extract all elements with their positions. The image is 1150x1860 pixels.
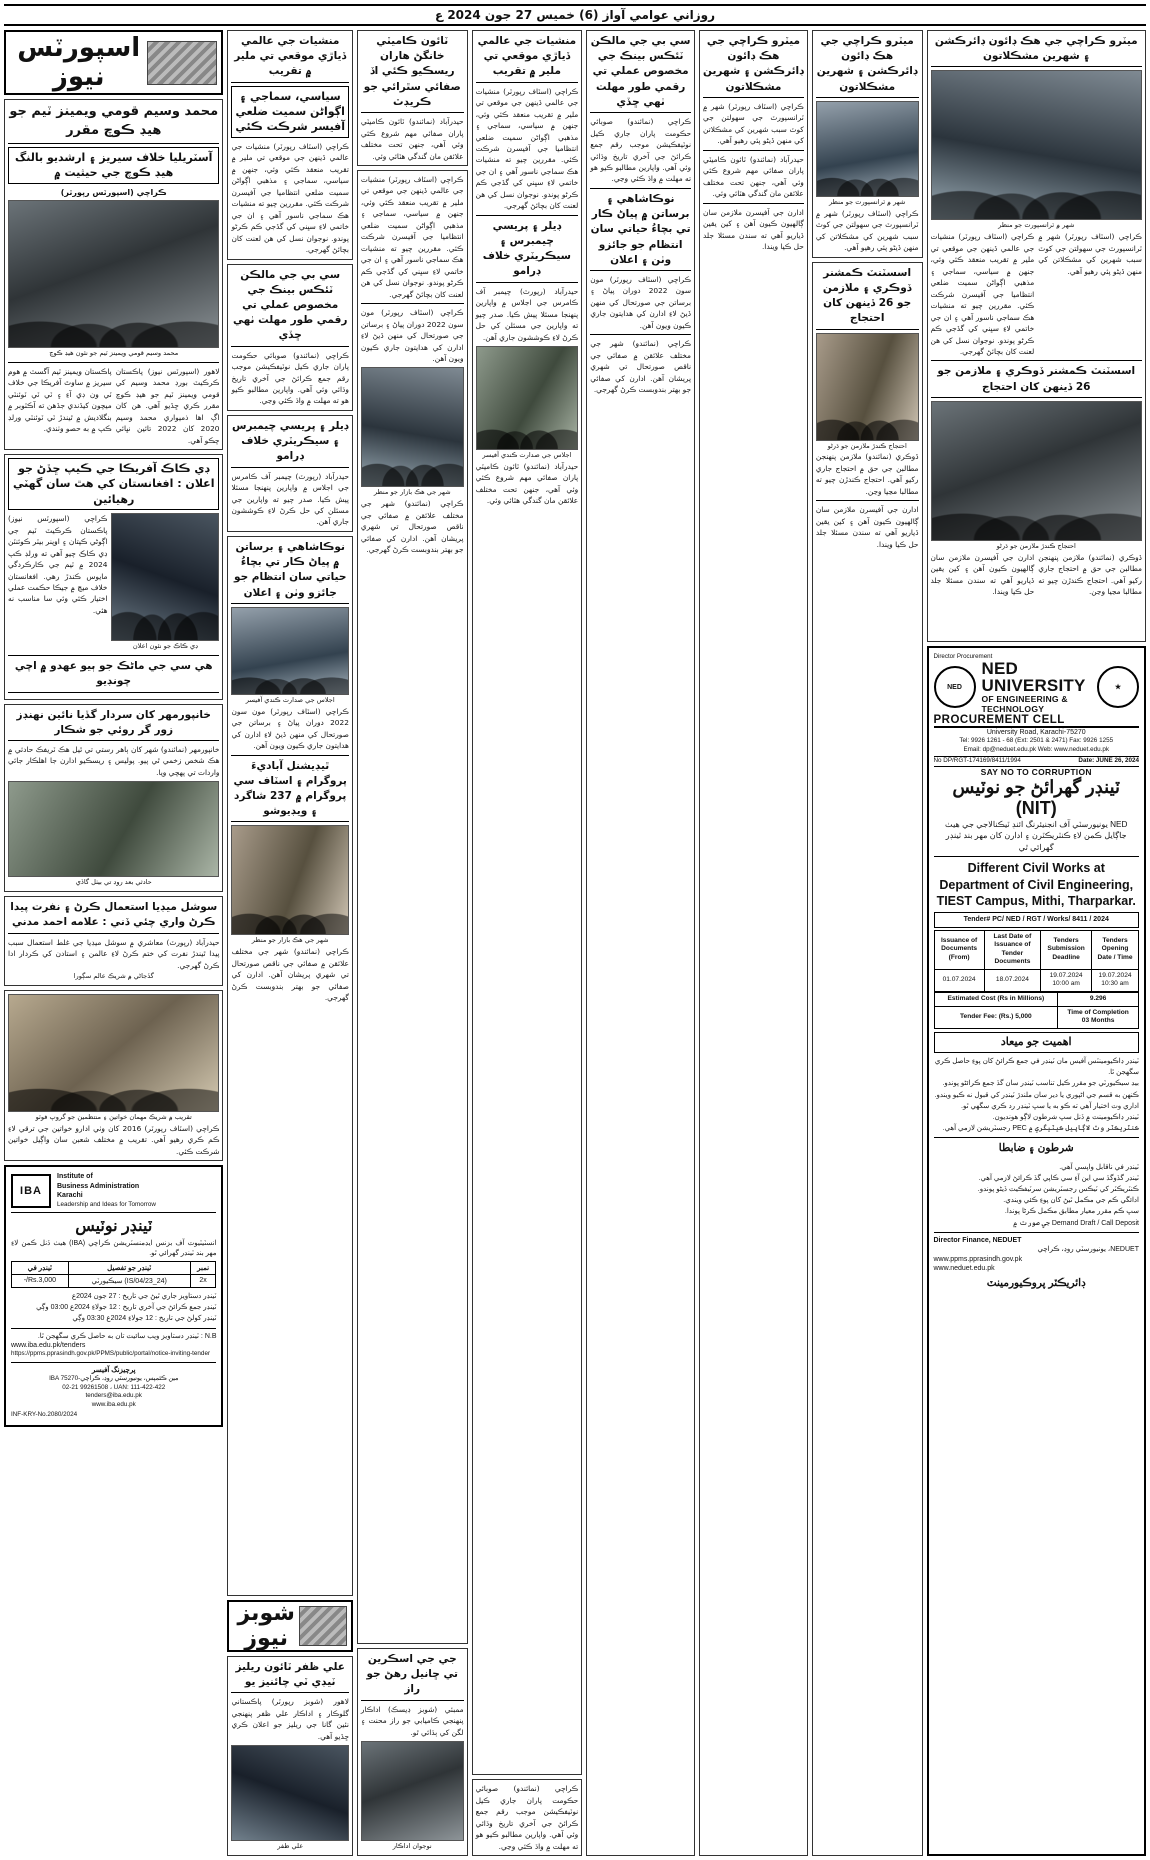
column-f-text-1: ڪراچي (اسٽاف رپورٽر) شهر ۾ ٽرانسپورٽ جي سهولتن جي کوٽ سبب شهرين کي مشڪلاتن کي منهن ڏيڻو پئي رهيو آهي. (703, 101, 804, 146)
shobz-story-2 (357, 1648, 468, 1856)
ned-condition-2: ڪنهن به قسم جي اڻپوري يا دير سان ملندڙ ٽينڊر کي قبول نه ڪيو ويندو. (934, 1091, 1139, 1099)
iba-date-2: ٽينڊر کولڻ جي تاريخ : 12 جولاءِ 2024ع 03:30 وڳي (72, 1315, 217, 1323)
ned-advert (927, 646, 1146, 1856)
ned-tel: Tel: 9926 1261 - 68 (Ext: 2501 & 2471) Fax: 9926 1255 (959, 737, 1114, 745)
column-g (812, 30, 923, 1856)
ned-term-0: ٽينڊر في ناقابل واپسي آهي. (1059, 1163, 1139, 1171)
column-e-body (586, 30, 695, 1856)
iba-intro: انسٽيٽيوٽ آف بزنس ايڊمنسٽريشن ڪراچي (IBA) هيٺ ڏنل ڪمن لاءِ مهر بند ٽينڊر گهرائي ٿو. (11, 1240, 217, 1257)
ned-td-2: 19.07.2024 10:00 am (1041, 969, 1092, 991)
sports-story-5-text: ڪراچي (اسٽاف رپورٽر) 2016 کان وٺي ادارو خواتين جي ترقي لاءِ ڪم ڪري رهيو آهي. تقريب ۾ مختلف شعبن سان واڳيل خواتين شرڪت ڪئي. (8, 1123, 220, 1156)
ned-table-row (934, 969, 1138, 991)
center-story-5-text: ڪراچي (نمائندو) شهر جي مختلف علائقن ۾ صفائي جي ناقص صورتحال تي شهري پريشان آهن. ادارن کي صفائي جو بهتر بندوبست ڪرڻ گهرجي. (231, 947, 349, 1003)
column-c-text-2: ڪراچي (اسٽاف رپورٽر) مون سون 2022 دوران پياڻ ۽ برساتن جي صورتحال کي منهن ڏيڻ لاءِ ادارن کي هدايتون جاري ڪيون ويون آهن. (360, 308, 464, 363)
sports-photo-5 (8, 994, 219, 1112)
iba-note: N.B : ٽينڊر دستاويز ويب سائيٽ تان به حاصل ڪري سگهجن ٿا. (37, 1332, 217, 1340)
ned-email[interactable]: Email: dp@neduet.edu.pk Web: www.neduet.edu.pk (963, 745, 1110, 753)
sports-story-4-text: حيدرآباد (رپورٽ) معاشري ۾ سوشل ميڊيا جي غلط استعمال سبب پيدا ٿيندڙ نفرت کي ختم ڪرڻ لاءِ عالمن ۽ استادن کي ڪردار ادا ڪرڻ گهرجي. (8, 937, 220, 970)
shobz-story-1-text: لاهور (شوبز رپورٽر) پاڪستاني گلوڪار ۽ اداڪار علي ظفر پنهنجي نئين گانا جي ريليز جو اعلان ڪري ڇڏيو آهي. (231, 1697, 349, 1741)
column-c (357, 30, 468, 1856)
center-story-3-text: حيدرآباد (رپورٽ) چيمبر آف ڪامرس جي اجلاس ۾ واپارين پنهنجا مسئلا پيش ڪيا. صدر چيو ته واپارين جي مسئلن کي حل ڪرڻ لاءِ ڪوششون جاري آهن. (231, 471, 349, 527)
ned-web-1[interactable]: www.ppms.pprasindh.gov.pk (933, 1255, 1023, 1263)
ned-th-3: Tenders Opening Date / Time (1092, 930, 1139, 969)
center-story-2-text: ڪراچي (نمائندو) صوبائي حڪومت پاران جاري ڪيل نوٽيفڪيشن موجب رقم جمع ڪرائڻ جي آخري تاريخ وڌائي وئي آهي. واپارين مطالبو ڪيو هو ته مهلت ۾ واڌ ڪئي وڃي. (231, 350, 349, 406)
shobz-story-1-headline: علي ظفر ٽائون ريليز ٽيڊي ٽي چائنيز يو (231, 1660, 348, 1693)
column-f-body (699, 30, 808, 1856)
ned-signature-note: NEDUET، يونيورسٽي روڊ، ڪراچي (1037, 1246, 1139, 1254)
right-story-2-text: ڏوڪري (نمائندو) ملازمن پنهنجن مطالبن جي حق ۾ احتجاج جاري رکيو آهي. احتجاج ڪندڙن چيو ته مطالبا مڃيا وڃن. (815, 452, 919, 496)
column-e (586, 30, 695, 1856)
right-story-1-headline: ميٽرو ڪراچي جي هڪ ڊائون ڊائرڪشن ۽ شهرين مشڪلاتون (816, 34, 919, 98)
masthead-title: روزاني عوامي آواز (6) خميس 27 جون 2024 ع (434, 8, 716, 22)
shobz-story-1 (227, 1656, 352, 1856)
iba-address-title: پرچيزنگ آفيسر (91, 1366, 136, 1374)
column-c-photo-caption: شهر جي هڪ بازار جو منظر (373, 488, 451, 497)
right-photo-1-caption: شهر ۾ ٽرانسپورٽ جو منظر (829, 197, 906, 206)
sports-story-5 (4, 990, 223, 1161)
ned-cell-label: PROCUREMENT CELL (934, 714, 1139, 728)
sports-story-3-text: خانپورمهر (نمائندو) شهر کان ٻاهر رستي تي ٿيل هڪ ٽريفڪ حادثي ۾ هڪ شخص زخمي ٿي پيو. پوليس ۽ ريسڪيو ادارن جا اهلڪار جائي واردات تي پهچي ويا. (8, 744, 220, 777)
right-story-2 (812, 262, 923, 1856)
left-headline-1: ميٽرو ڪراچي جي هڪ ڊائون ڊائرڪشن ۽ شهرين مشڪلاتون (931, 34, 1142, 67)
iba-ref: INF-KRY-No.2080/2024 (11, 1411, 78, 1419)
ned-th-1: Last Date of Issuance of Tender Documents (984, 930, 1040, 969)
left-photo-1-caption: شهر ۾ ٽرانسپورٽ جو منظر (998, 221, 1075, 230)
column-e-text-2: ڪراچي (اسٽاف رپورٽر) مون سون 2022 دوران پياڻ ۽ برساتن جي صورتحال کي منهن ڏيڻ لاءِ ادارن کي هدايتون جاري ڪيون ويون آهن. (590, 275, 692, 330)
iba-institute-tag: Leadership and Ideas for Tomorrow (57, 1200, 156, 1208)
right-story-1 (812, 30, 923, 258)
ned-seal-icon: ★ (1097, 666, 1139, 708)
sports-story-2-subhead: هي سي جي ماڻڪ جو ٻيو عهدو ۾ اچي چونڊيو (8, 659, 219, 692)
column-d-text-1: ڪراچي (اسٽاف رپورٽر) منشيات جي عالمي ڏينهن جي موقعي تي ملير ۾ تقريب منعقد ڪئي وئي، جنهن ۾ سياسي، سماجي ۽ مذهبي اڳواڻن سميت ضلعي انتظاميا جي آفيسرن شرڪت ڪئي. مقررين چيو ته منشيات هڪ سماجي ناسور آهي ۽ ان جي خاتمي لاءِ سڀني کي گڏجي ڪم ڪرڻو پوندو. نوجوان نسل کي هن لعنت کان بچائڻ گهرجي. (475, 86, 579, 211)
ned-condition-3: اداري وٽ اختيار آهي ته ڪو به يا سڀ ٽينڊر رد ڪري سگهي ٿو. (961, 1102, 1139, 1110)
ned-cost-label: Estimated Cost (Rs in Millions) (934, 992, 1058, 1006)
iba-title: ٽينڊر نوٽيس (75, 1218, 153, 1236)
column-e-headline-2: نوڪاشاهي ۽ برساتن ۾ پياڻ ڪار تي بچاءُ حياتي سان انتظام جو جائزو وٺن ۽ اعلان (590, 192, 691, 271)
center-story-2-headline: سي بي جي مالڪن ٽئڪس بينڪ جي مخصوص عملي تي رقمي طور مهلت ٺهي ڇڏي (231, 268, 348, 347)
column-f-headline-1: ميٽرو ڪراچي جي هڪ ڊائون ڊائرڪشن ۽ شهرين مشڪلاتون (703, 34, 804, 98)
ned-address: University Road, Karachi-75270 (986, 729, 1086, 736)
column-ned-advert (927, 30, 1146, 1856)
page-grid (4, 30, 1146, 1856)
ned-conditions-title: اهميت جو ميعاد (934, 1032, 1139, 1053)
ned-th-2: Tenders Submission Deadline (1041, 930, 1092, 969)
column-f-text-3: ادارن جي آفيسرن ملازمن سان ڳالهيون ڪيون آهن ۽ کين يقين ڏياريو آهي ته سندن مسئلا جلد حل ڪيا ويندا. (703, 207, 804, 252)
right-photo-2 (816, 333, 919, 441)
sports-lead-sub: آسٽريليا خلاف سيريز ۽ ارشديو بالنگ هيڊ ڪوچ جي حيثيت ۾ (8, 147, 219, 184)
ned-works-title: Different Civil Works at Department of Civil Engineering, TIEST Campus, Mithi, Tharparkar. (936, 861, 1136, 908)
ned-tender-table (934, 930, 1139, 992)
sports-banner-title: اسپورٽس نيوز (17, 33, 141, 92)
column-d-photo-caption: اجلاس جي صدارت ڪندي آفيسر (482, 451, 572, 460)
center-photo-2-caption: شهر جي هڪ بازار جو منظر (251, 936, 329, 945)
shobz-story-2-text: ممبئي (شوبز ڊيسڪ) اداڪار پنهنجي ڪاميابي جو راز محنت ۽ لگن کي ٻڌائي ٿو. (360, 1704, 464, 1737)
iba-th-1: ٽينڊر جو تفصيل (68, 1261, 190, 1274)
iba-date-1: ٽينڊر جمع ڪرائڻ جي آخري تاريخ : 12 جولاءِ 2024ع 03:00 وڳي (36, 1304, 217, 1312)
iba-th-2: ٽينڊر في (12, 1261, 69, 1274)
center-story-4 (227, 536, 352, 1596)
left-headline-2: اسسٽنٽ ڪمشنر ڏوڪري ۽ ملازمن جو 26 ڏينهن کان احتجاج (931, 364, 1142, 397)
sports-photo-5-caption: تقريب ۾ شريڪ مهمان خواتين ۽ منتظمين جو گروپ فوٽو (35, 1112, 192, 1121)
right-photo-1 (816, 101, 919, 197)
column-c-text-3: ڪراچي (نمائندو) شهر جي مختلف علائقن ۾ صفائي جي ناقص صورتحال تي شهري پريشان آهن. ادارن کي صفائي جو بهتر بندوبست ڪرڻ گهرجي. (360, 499, 464, 555)
ned-terms-title: شرطون ۽ ضابطا (998, 1142, 1074, 1155)
ned-nit-title: ٽينڊر گهرائڻ جو نوٽيس (NIT) (952, 776, 1121, 818)
sports-photo-2-caption: ڊي ڪاڪ جو نئون اعلان (132, 642, 199, 651)
iba-advert (4, 1165, 223, 1427)
sports-story-2-text: ڪراچي (اسپورٽس نيوز) پاڪستان ڪرڪيٽ ٽيم جي اڳوڻي ڪپتان ۽ اوپنر بيٽر ڪوئنٽن ڊي ڪاڪ چيو آهي ته ورلڊ ڪپ 2024 ۾ ٽيم جي ڪارڪردگي مايوس ڪندڙ رهي. افغانستان خلاف ميچ ۾ جيڪا حڪمت عملي اختيار ڪئي وئي سا مناسب نه هئي. (8, 514, 108, 615)
ned-term-4: سڀ ڪم مقرر معيار مطابق مڪمل ڪرڻا پوندا. (1004, 1208, 1139, 1216)
column-e-headline-1: سي بي جي مالڪن ٽئڪس بينڪ جي مخصوص عملي تي رقمي طور مهلت ٺهي ڇڏي (590, 34, 691, 113)
ned-term-3: ادائگي ڪم جي مڪمل ٿيڻ کان پوءِ ڪئي ويندي. (1003, 1197, 1139, 1205)
ned-condition-4: ٽينڊر ڊاڪيومينٽ ۾ ڏنل سڀ شرطون لاڳو هونديون. (992, 1113, 1139, 1121)
ned-td-1: 18.07.2024 (984, 969, 1040, 991)
ned-condition-5: ڪنٽريڪٽر وٽ لاڳاپيل ڪيٽيگري ۾ PEC رجسٽريشن لازمي آهي. (942, 1125, 1139, 1133)
shobz-photo-1 (231, 1745, 348, 1841)
center-story-4-text: ڪراچي (اسٽاف رپورٽر) مون سون 2022 دوران پياڻ ۽ برساتن جي صورتحال کي منهن ڏيڻ لاءِ ادارن کي هدايتون جاري ڪيون ويون آهن. (231, 706, 349, 751)
ned-fee-label: Tender Fee: (Rs.) 5,000 (934, 1006, 1058, 1028)
ned-condition-0: ٽينڊر ڊاڪيومينٽس آفيس مان ٽينڊر في جمع ڪرائڻ کان پوءِ حاصل ڪري سگهجن ٿا. (934, 1058, 1139, 1077)
center-photo-2 (231, 825, 348, 935)
iba-web-2[interactable]: https://ppms.pprasindh.gov.pk/PPMS/public/portal/notice-inviting-tender (11, 1350, 211, 1358)
masthead-strip (4, 4, 1146, 26)
column-c-photo (361, 367, 464, 487)
ned-cost-value: 9.296 (1058, 992, 1139, 1006)
sports-story-2-headline: ڊي ڪاڪ آفريڪا جي ڪيپ ڇڏڻ جو اعلان : افغانستان کي هٿ سان گهٽي رهيائين (8, 458, 219, 510)
right-photo-2-caption: احتجاج ڪندڙ ملازمن جو ڌرڻو (827, 441, 907, 450)
iba-email[interactable]: tenders@iba.edu.pk (85, 1392, 142, 1400)
sports-lead-story (4, 99, 223, 450)
ned-ref: No DP/RGT-174169/8411/1994 (933, 757, 1021, 765)
ned-footer: ڊائريڪٽر پروڪيورمينٽ (986, 1277, 1086, 1290)
shobz-photo-2-caption: نوجوان اداڪار (392, 1842, 432, 1851)
iba-institute-line1: Institute of (57, 1173, 93, 1181)
shobz-photo-1-caption: علي ظفر (277, 1842, 304, 1851)
ned-th-0: Issuance of Documents (From) (934, 930, 984, 969)
left-photo-1 (931, 70, 1142, 220)
ned-nit-en: NED يونيورسٽي آف انجنيئرنگ ائنڊ ٽيڪنالاجي جي هيٺ جاڳايل ڪمن لاءِ ڪنٽريڪٽرن ۽ ادارن کان مهر بند ٽينڊر گهرائي ٿي (945, 819, 1128, 852)
iba-td-0: 2x (190, 1274, 216, 1287)
center-story-2 (227, 264, 352, 411)
column-f-text-2: حيدرآباد (نمائندو) ٽائون ڪاميٽي پاران صفائي مهم شروع ڪئي وئي آهي، جنهن تحت مختلف علائقن مان گندگي هٽائي وئي. (703, 154, 804, 199)
ned-web-2[interactable]: www.neduet.edu.pk (933, 1265, 995, 1272)
column-b (227, 30, 352, 1856)
ned-completion-label: Time of Completion (1067, 1008, 1129, 1016)
left-editorial-block (927, 30, 1146, 642)
column-d-text-2: حيدرآباد (رپورٽ) چيمبر آف ڪامرس جي اجلاس ۾ واپارين پنهنجا مسئلا پيش ڪيا. صدر چيو ته واپارين جي مسئلن کي حل ڪرڻ لاءِ ڪوششون جاري آهن. (475, 286, 579, 342)
sports-story-4 (4, 896, 223, 986)
sports-lead-headline: محمد وسيم قومي ويمينز ٽيم جو هيڊ ڪوچ مقرر (8, 103, 219, 144)
sports-lead-text-2: پاڪستان ويمينز ٽيم آگسٽ ۾ هوم سيريز ۾ ساوٿ آفريڪا جي خلاف ٽي ون ڊي آءِ ۽ ٽي ٽي ٽوئنٽي ميچون کيڏندي جڏهن ته آڪٽوبر ۾ بنگلاديش ۾ ٿيندڙ ٽي ٽوئنٽي ورلڊ ڪپ ۾ به حصو وٺندي. (7, 366, 112, 434)
left-text-4: ادارن جي آفيسرن ملازمن سان ڳالهيون ڪيون آهن ۽ کين يقين ڏياريو آهي ته سندن مسئلا جلد حل ڪيا ويندا. (930, 552, 1035, 597)
ned-header (934, 660, 1139, 714)
column-f (699, 30, 808, 1856)
center-story-6-headline: ٽائون ڪاميٽي خانگڻ هاران ريسڪيو ڪئي اڏ صفائي سٿرائي جو ڪريڊٽ (361, 34, 464, 113)
ned-completion (1058, 1006, 1139, 1028)
sports-story-3 (4, 704, 223, 893)
shobz-photo-2 (361, 1741, 464, 1841)
iba-th-0: نمبر (190, 1261, 216, 1274)
iba-td-2: Rs.3,000/- (12, 1274, 69, 1287)
iba-web-3[interactable]: www.iba.edu.pk (91, 1400, 136, 1408)
ned-date: Date: JUNE 26, 2024 (1078, 757, 1139, 765)
center-story-3 (227, 415, 352, 532)
ned-td-0: 01.07.2024 (934, 969, 984, 991)
iba-phone: 02-21 99261508 ، UAN: 111-422-422 (62, 1383, 166, 1391)
center-story-6 (357, 30, 468, 166)
sports-photo-3 (8, 781, 219, 877)
iba-web-1[interactable]: www.iba.edu.pk/tenders (11, 1341, 86, 1349)
column-d (472, 30, 583, 1856)
column-e-text-1: ڪراچي (نمائندو) صوبائي حڪومت پاران جاري ڪيل نوٽيفڪيشن موجب رقم جمع ڪرائڻ جي آخري تاريخ وڌائي وئي آهي. واپارين مطالبو ڪيو هو ته مهلت ۾ واڌ ڪئي وڃي. (590, 117, 692, 184)
iba-table-row (12, 1274, 216, 1287)
shobz-banner (227, 1600, 352, 1652)
shobz-banner-title: شوبز نيوز (237, 1600, 295, 1651)
sports-banner (4, 30, 223, 95)
column-e-text-3: ڪراچي (نمائندو) شهر جي مختلف علائقن ۾ صفائي جي ناقص صورتحال تي شهري پريشان آهن. ادارن کي صفائي جو بهتر بندوبست ڪرڻ گهرجي. (590, 339, 692, 395)
center-story-6-text: حيدرآباد (نمائندو) ٽائون ڪاميٽي پاران صفائي مهم شروع ڪئي وئي آهي، جنهن تحت مختلف علائقن مان گندگي هٽائي وئي. (360, 117, 464, 161)
column-d-text-4: ڪراچي (نمائندو) صوبائي حڪومت پاران جاري ڪيل نوٽيفڪيشن موجب رقم جمع ڪرائڻ جي آخري تاريخ وڌائي وئي آهي. واپارين مطالبو ڪيو هو ته مهلت ۾ واڌ ڪئي وڃي. (475, 1784, 579, 1851)
sports-photo-1 (8, 200, 219, 348)
iba-logo: IBA (11, 1174, 51, 1208)
column-d-body (472, 30, 583, 1775)
ned-condition-1: بيڊ سيڪيورٽي جو مقرر ڪيل تناسب ٽينڊر سان گڏ جمع ڪرائڻو پوندو. (942, 1080, 1139, 1088)
center-photo-1-caption: اجلاس جي صدارت ڪندي آفيسر (245, 695, 335, 704)
shobz-banner-logo (299, 1606, 347, 1646)
iba-address: IBA مين ڪئمپس، يونيورسٽي روڊ، ڪراچي-75270 (49, 1375, 179, 1383)
left-photo-2-caption: احتجاج ڪندڙ ملازمن جو ڌرڻو (996, 541, 1076, 550)
ned-tender-no: Tender# PC/ NED / RGT / Works/ 8411 / 2024 (934, 912, 1139, 927)
center-story-4-headline: نوڪاشاهي ۽ برساتن ۾ پياڻ ڪار تي بچاءُ حياتي سان انتظام جو جائزو وٺن ۽ اعلان (231, 540, 348, 604)
column-c-body (357, 170, 468, 1644)
center-story-1-text: ڪراچي (اسٽاف رپورٽر) منشيات جي عالمي ڏينهن جي موقعي تي ملير ۾ تقريب منعقد ڪئي وئي، جنهن ۾ سياسي، سماجي ۽ مذهبي اڳواڻن سميت ضلعي انتظاميا جي آفيسرن شرڪت ڪئي. مقررين چيو ته منشيات هڪ سماجي ناسور آهي ۽ ان جي خاتمي لاءِ سڀني کي گڏجي ڪم ڪرڻو پوندو. نوجوان نسل کي هن لعنت کان بچائڻ گهرجي. (231, 141, 349, 255)
right-story-2-headline: اسسٽنٽ ڪمشنر ڏوڪري ۽ ملازمن جو 26 ڏينهن کان احتجاج (816, 266, 919, 330)
ned-call-note: Demand Draft / Call Deposit جي صورت ۾ (1013, 1219, 1139, 1227)
left-text-1: ڪراچي (اسٽاف رپورٽر) شهر ۾ ٽرانسپورٽ جي سهولتن جي کوٽ سبب شهرين کي مشڪلاتن کي منهن ڏيڻو پئي رهيو آهي. (1038, 232, 1142, 276)
ned-term-2: ڪنٽريڪٽر کي ٽيڪس رجسٽريشن سرٽيفڪيٽ ڏيڻو پوندو. (977, 1185, 1139, 1193)
ned-director-label: Director Procurement (933, 653, 993, 660)
center-story-1 (227, 30, 352, 260)
left-photo-2 (931, 401, 1142, 541)
column-c-text-1: ڪراچي (اسٽاف رپورٽر) منشيات جي عالمي ڏينهن جي موقعي تي ملير ۾ تقريب منعقد ڪئي وئي، جنهن ۾ سياسي، سماجي ۽ مذهبي اڳواڻن سميت ضلعي انتظاميا جي آفيسرن شرڪت ڪئي. مقررين چيو ته منشيات هڪ سماجي ناسور آهي ۽ ان جي خاتمي لاءِ سڀني کي گڏجي ڪم ڪرڻو پوندو. نوجوان نسل کي هن لعنت کان بچائڻ گهرجي. (360, 174, 464, 299)
column-sports (4, 30, 223, 1856)
column-d-extra (472, 1779, 583, 1856)
sports-photo-2 (111, 513, 219, 641)
iba-institute-line3: Karachi (57, 1192, 83, 1200)
column-d-photo (476, 346, 579, 450)
sports-story-2 (4, 454, 223, 700)
sports-photo-1-caption: محمد وسيم قومي ويمينز ٽيم جو نئون هيڊ ڪوچ (49, 348, 179, 357)
iba-institute-line2: Business Administration (57, 1182, 140, 1190)
center-photo-1 (231, 607, 348, 695)
ned-university-name: NED UNIVERSITY (981, 659, 1086, 695)
sports-story-4-headline: سوشل ميڊيا استعمال ڪرڻ ۽ نفرت پيدا ڪرڻ واري چئي ڏني : علامه احمد مدني (8, 900, 219, 933)
ned-logo-icon: NED (934, 666, 976, 708)
column-d-text-3: حيدرآباد (نمائندو) ٽائون ڪاميٽي پاران صفائي مهم شروع ڪئي وئي آهي، جنهن تحت مختلف علائقن مان گندگي هٽائي وئي. (475, 461, 579, 506)
sports-story-3-headline: خانپورمهر کان سردار گڏيا نائين نهنڊز زور گر روئي جو شڪار (8, 708, 219, 741)
center-story-5-headline: ٿيڊيشنل آباديءَ پروگرام ۽ اسٽاف سي پروگرام ۾ 237 شاگرد ۽ ويڊيوشو (231, 759, 348, 823)
center-story-1-sub: سياسي، سماجي ۽ اڳواڻن سميت ضلعي آفيسر شرڪت ڪئي (231, 86, 348, 138)
sports-lead-byline: ڪراچي (اسپورٽس رپورٽر) (60, 187, 167, 197)
iba-date-0: ٽينڊر دستاويز جاري ٿيڻ جي تاريخ : 27 جون 2024ع (71, 1292, 217, 1300)
column-d-headline-1: منشيات جي عالمي ڏياڙي موقعي تي ملير ۾ تقريب (476, 34, 579, 83)
sports-photo-3-caption: حادثي بعد روڊ تي بيٺل گاڏي (75, 878, 152, 887)
left-text-2: ڪراچي (اسٽاف رپورٽر) منشيات جي عالمي ڏينهن جي موقعي تي ملير ۾ تقريب منعقد ڪئي وئي، جنهن ۾ سياسي، سماجي ۽ مذهبي اڳواڻن سميت ضلعي انتظاميا جي آفيسرن شرڪت ڪئي. مقررين چيو ته منشيات هڪ سماجي ناسور آهي ۽ ان جي خاتمي لاءِ سڀني کي گڏجي ڪم ڪرڻو پوندو. نوجوان نسل کي هن لعنت کان بچائڻ گهرجي. (930, 232, 1035, 357)
center-story-1-headline: منشيات جي عالمي ڏياڙي موقعي تي ملير ۾ تقريب (231, 34, 348, 83)
sports-lead-text-1: لاهور (اسپورٽس نيوز) پاڪستان ڪرڪيٽ بورڊ محمد وسيم کي قومي ويمينز ٽيم جو هيڊ ڪوچ مقرر ڪري ڇڏيو آهي. هن کان اڳ اها ذميواري محمد وسيم 2020 کان 2022 تائين نڀائي چڪو آهي. (115, 366, 220, 445)
ned-td-3: 19.07.2024 10:30 am (1092, 969, 1139, 991)
sports-banner-logo (147, 41, 217, 85)
ned-university-sub: OF ENGINEERING & TECHNOLOGY (981, 694, 1068, 714)
ned-completion-value: 03 Months (1081, 1017, 1115, 1025)
iba-tender-table (11, 1261, 216, 1288)
shobz-story-2-headline: جي جي اسڪرين تي ڇانيل رهڻ جو راز (361, 1652, 464, 1701)
ned-sayno: SAY NO TO CORRUPTION (980, 766, 1092, 777)
column-d-headline-2: ڊيلر ۽ پريسي چيمبرس ۽ سيڪريٽري خلاف ڊرامو (476, 219, 579, 283)
ned-term-1: ٽينڊر گڏوگڏ سي اين آءِ سي ڪاپي گڏ ڪرائڻ لازمي آهي. (978, 1174, 1139, 1182)
left-text-3: ڏوڪري (نمائندو) ملازمن پنهنجن مطالبن جي حق ۾ احتجاج جاري رکيو آهي. احتجاج ڪندڙن چيو ته مطالبا مڃيا وڃن. (1038, 552, 1142, 597)
right-story-1-text: ڪراچي (اسٽاف رپورٽر) شهر ۾ ٽرانسپورٽ جي سهولتن جي کوٽ سبب شهرين کي مشڪلاتن کي منهن ڏيڻو پئي رهيو آهي. (815, 208, 919, 253)
sports-photo-4-caption: گڏجاڻي ۾ شريڪ عالم سڳورا (73, 972, 154, 981)
ned-signature-name: Director Finance, NEDUET (933, 1236, 1022, 1244)
center-story-3-headline: ڊيلر ۽ پريسي چيمبرس ۽ سيڪريٽري خلاف ڊرامو (231, 419, 348, 468)
iba-td-1: (IS/04/23_24) سيڪيورٽي (68, 1274, 190, 1287)
right-story-3-text: ادارن جي آفيسرن ملازمن سان ڳالهيون ڪيون آهن ۽ کين يقين ڏياريو آهي ته سندن مسئلا جلد حل ڪيا ويندا. (815, 505, 919, 549)
ned-cost-table (934, 992, 1139, 1029)
